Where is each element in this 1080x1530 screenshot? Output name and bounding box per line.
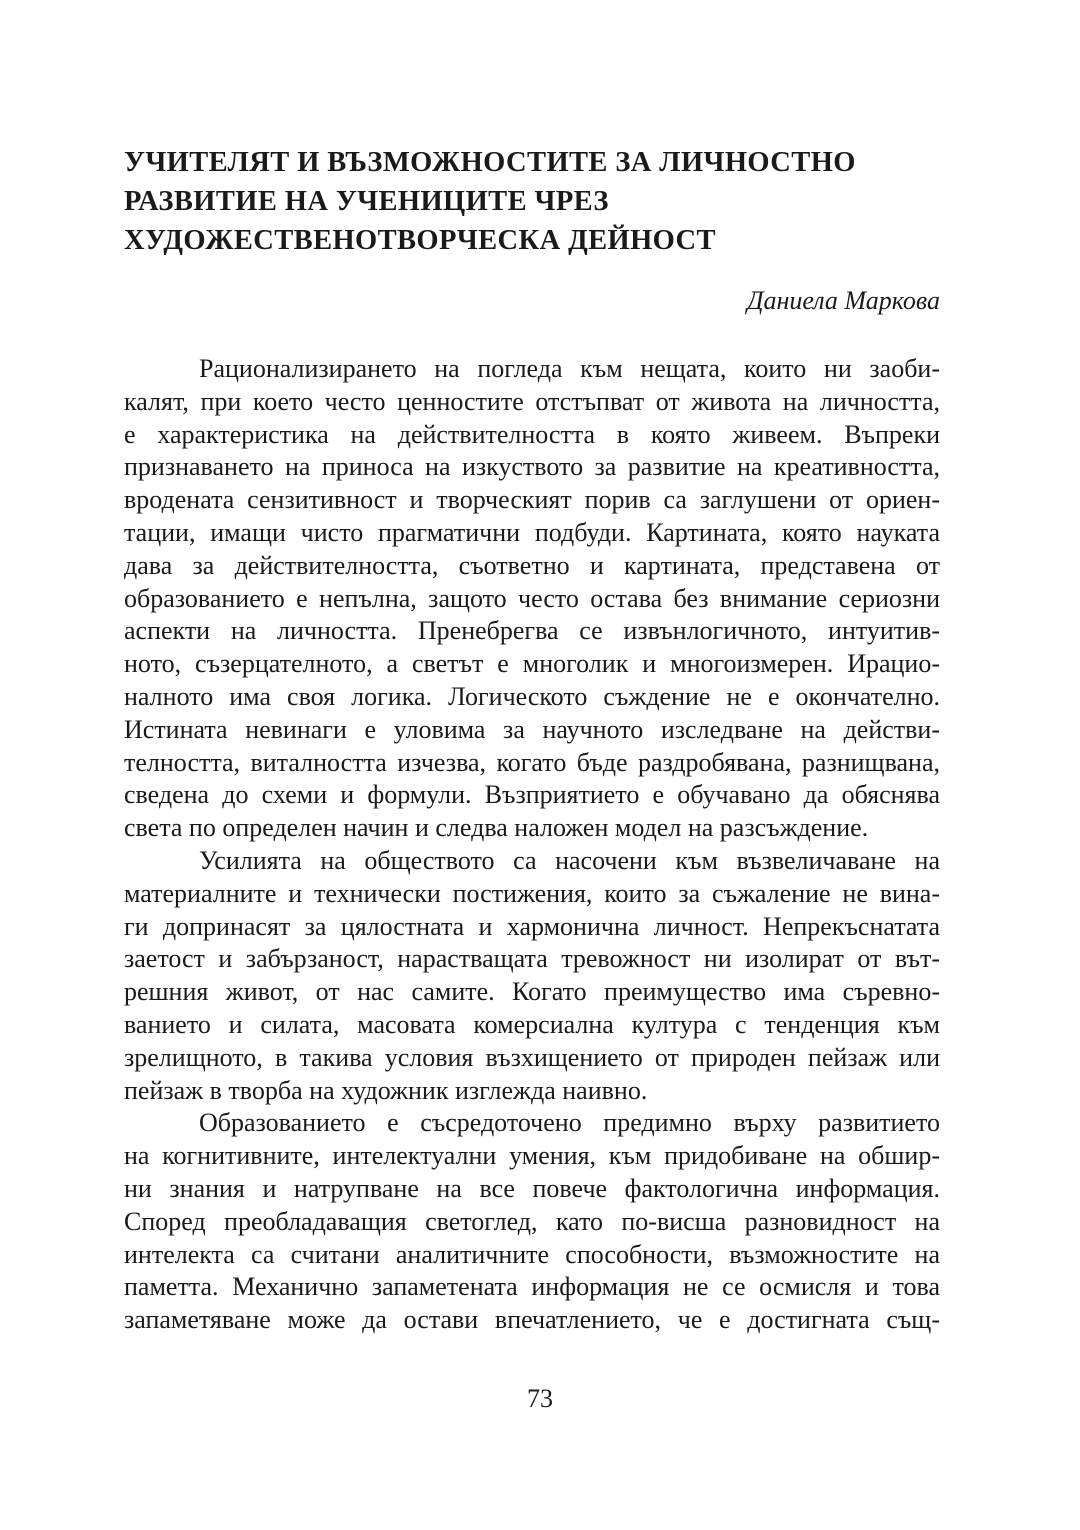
text-line: налното има своя логика. Логическото съждение не е окончателно. xyxy=(124,681,940,711)
article-author: Даниела Маркова xyxy=(746,286,940,315)
text-line: на когнитивните, интелектуални умения, към придобиване на обшир- xyxy=(124,1141,940,1171)
title-line: РАЗВИТИЕ НА УЧЕНИЦИТЕ ЧРЕЗ xyxy=(124,186,609,217)
text-line: Според преобладаващия светоглед, като по-висша разновидност на xyxy=(124,1206,940,1236)
text-line: материалните и технически постижения, които за съжаление не вина- xyxy=(124,878,940,908)
text-line: света по определен начин и следва наложен модел на разсъждение. xyxy=(124,813,869,843)
text-line: дава за действителността, съответно и картината, представена от xyxy=(124,550,940,580)
text-line: ни знания и натрупване на все повече фактологична информация. xyxy=(124,1173,940,1203)
text-line: решния живот, от нас самите. Когато преимущество има съревно- xyxy=(124,977,940,1007)
text-line: Образованието е съсредоточено предимно върху развитието xyxy=(199,1108,940,1138)
text-line: ванието и силата, масовата комерсиална култура с тенденция към xyxy=(124,1009,940,1039)
text-line: аспекти на личността. Пренебрегва се извънлогичното, интуитив- xyxy=(124,616,940,646)
text-line: Рационализирането на погледа към нещата, които ни заоби- xyxy=(199,354,940,383)
paragraph xyxy=(124,353,940,845)
text-line: телността, виталността изчезва, когато бъде раздробявана, разнищвана, xyxy=(124,747,940,777)
title-line: УЧИТЕЛЯТ И ВЪЗМОЖНОСТИТЕ ЗА ЛИЧНОСТНО xyxy=(124,147,856,178)
text-line: тации, имащи чисто прагматични подбуди. Картината, която науката xyxy=(124,517,940,547)
article-title xyxy=(124,143,944,260)
title-line: ХУДОЖЕСТВЕНОТВОРЧЕСКА ДЕЙНОСТ xyxy=(124,225,716,256)
text-line: образованието е непълна, защото често остава без внимание сериозни xyxy=(124,583,940,613)
text-line: Усилията на обществото са насочени към възвеличаване на xyxy=(199,845,940,875)
text-line: признаването на приноса на изкуството за развитие на креативността, xyxy=(124,452,940,482)
text-line: пейзаж в творба на художник изглежда наивно. xyxy=(124,1075,648,1105)
text-line: зрелищното, в такива условия възхищението от природен пейзаж или xyxy=(124,1042,940,1072)
text-line: сведена до схеми и формули. Възприятието е обучавано да обяснява xyxy=(124,780,940,810)
text-line: интелекта са считани аналитичните способности, възможностите на xyxy=(124,1239,940,1269)
text-line: калят, при което често ценностите отстъпват от живота на личността, xyxy=(124,386,940,416)
text-line: е характеристика на действителността в която живеем. Въпреки xyxy=(124,419,940,449)
text-line: заетост и забързаност, нарастващата тревожност ни изолират от вът- xyxy=(124,944,940,974)
paragraph xyxy=(124,845,940,1107)
text-line: запаметяване може да остави впечатлението, че е достигната същ- xyxy=(124,1305,940,1335)
text-line: ното, съзерцателното, а светът е многолик и многоизмерен. Ирацио- xyxy=(124,649,940,679)
text-line: вродената сензитивност и творческият порив са заглушени от ориен- xyxy=(124,485,940,515)
text-line: Истината невинаги е уловима за научното изследване на действи- xyxy=(124,714,940,744)
text-line: паметта. Механично запаметената информация не се осмисля и това xyxy=(124,1272,940,1302)
text-line: ги допринасят за цялостната и хармонична личност. Непрекъснатата xyxy=(124,911,940,941)
page-number: 73 xyxy=(527,1384,553,1413)
paragraph xyxy=(124,1107,940,1337)
article-body xyxy=(124,353,940,1337)
